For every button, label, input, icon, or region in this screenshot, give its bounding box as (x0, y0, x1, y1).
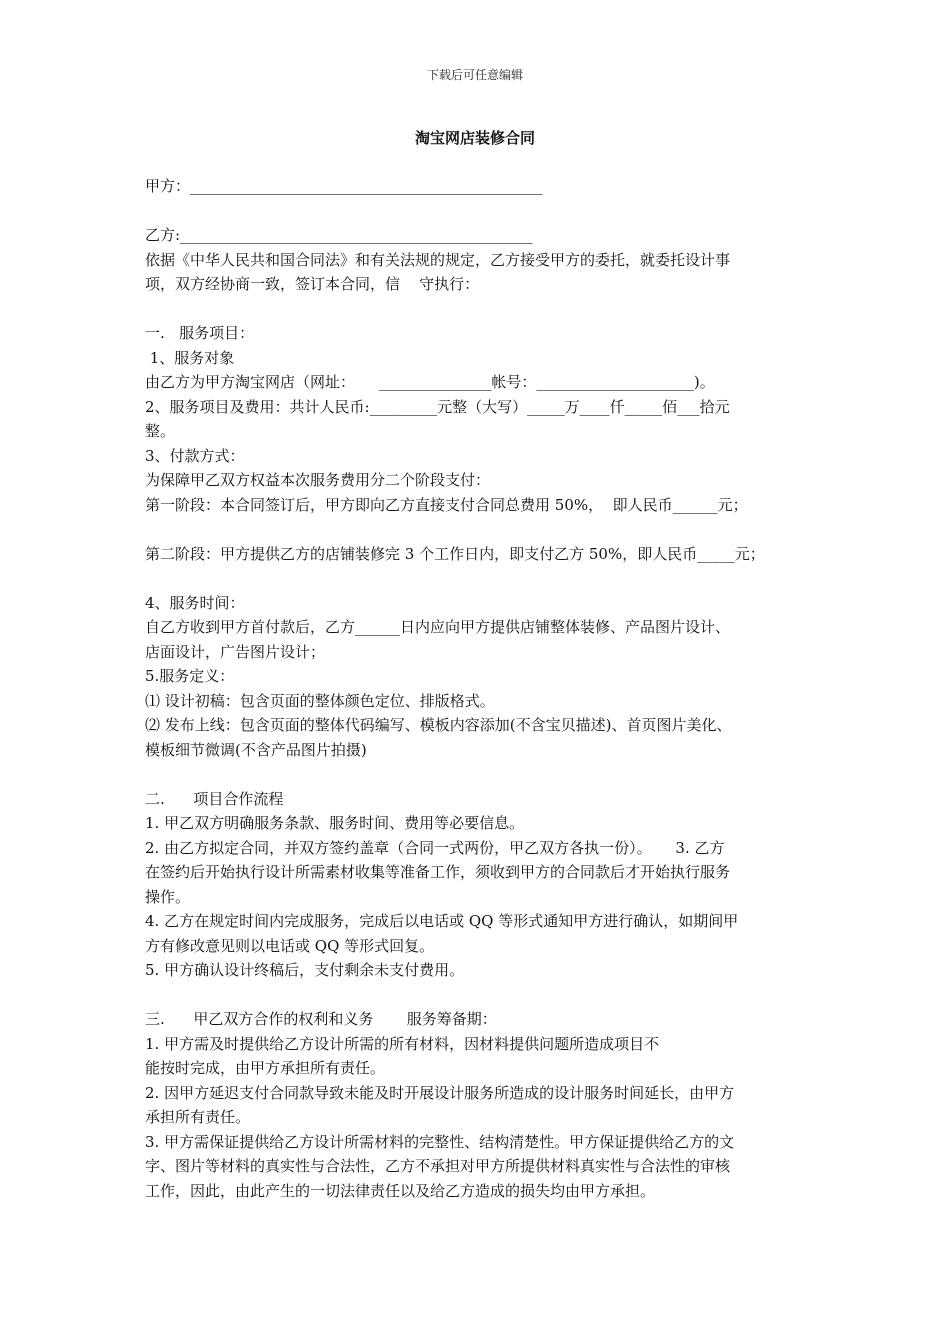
paragraph-line: 1、服务对象 (145, 348, 235, 367)
paragraph-line: ⑴ 设计初稿：包含页面的整体颜色定位、排版格式。 (145, 691, 495, 710)
contract-body (145, 174, 817, 1203)
party-b-line: 乙方:_______________________________________________ (145, 226, 533, 244)
paragraph-line: 为保障甲乙双方权益本次服务费用分二个阶段支付： (145, 471, 491, 489)
paragraph-line: 第一阶段：本合同签订后，甲方即向乙方直接支付合同总费用 50%， 即人民币______元； (145, 495, 748, 514)
paragraph-line: 字、图片等材料的真实性与合法性，乙方不承担对甲方所提供材料真实性与合法性的审核 (145, 1157, 731, 1175)
paragraph-line: 店面设计，广告图片设计； (145, 642, 326, 661)
page-header: 下载后可任意编辑 (426, 68, 523, 82)
paragraph-line: 1. 甲乙双方明确服务条款、服务时间、费用等必要信息。 (145, 814, 525, 832)
party-a-line: 甲方：_______________________________________________ (145, 177, 543, 195)
intro-line: 项，双方经协商一致，签订本合同，信 守执行： (145, 275, 480, 293)
paragraph-line: 模板细节微调(不含产品图片拍摄) (145, 740, 367, 759)
paragraph-line: 方有修改意见则以电话或 QQ 等形式回复。 (145, 936, 435, 955)
paragraph-line: 工作，因此，由此产生的一切法律责任以及给乙方造成的损失均由甲方承担。 (145, 1181, 656, 1200)
paragraph-line: 自乙方收到甲方首付款后，乙方______日内应向甲方提供店铺整体装修、产品图片设计、 (145, 618, 731, 636)
paragraph-line: 整。 (145, 422, 176, 440)
paragraph-line: 1. 甲方需及时提供给乙方设计所需的所有材料，因材料提供问题所造成项目不 (145, 1034, 660, 1053)
paragraph-line: 4. 乙方在规定时间内完成服务，完成后以电话或 QQ 等形式通知甲方进行确认，如期间甲 (145, 912, 739, 930)
paragraph-line: 在签约后开始执行设计所需素材收集等准备工作，须收到甲方的合同款后才开始执行服务 (145, 863, 731, 881)
paragraph-line: 2. 因甲方延迟支付合同款导致未能及时开展设计服务所造成的设计服务时间延长，由甲方 (145, 1083, 735, 1102)
paragraph-line: ⑵ 发布上线：包含页面的整体代码编写、模板内容添加(不含宝贝描述)、首页图片美化、 (145, 716, 732, 734)
paragraph-line: 5. 甲方确认设计终稿后，支付剩余未支付费用。 (145, 961, 465, 979)
paragraph-line: 5.服务定义： (145, 667, 235, 685)
paragraph-line: 4、服务时间： (145, 593, 245, 612)
document-title: 淘宝网店装修合同 (414, 129, 535, 147)
paragraph-line: 操作。 (145, 887, 191, 906)
paragraph-line: 2、服务项目及费用：共计人民币:_________元整（大写）_____万____仟_____佰___拾元 (145, 397, 730, 416)
paragraph-line: 能按时完成，由甲方承担所有责任。 (145, 1059, 386, 1077)
paragraph-line: 2. 由乙方拟定合同，并双方签约盖章（合同一式两份，甲乙双方各执一份）。 3. 乙方 (145, 838, 725, 857)
paragraph-line: 第二阶段：甲方提供乙方的店铺装修完 3 个工作日内，即支付乙方 50%，即人民币_____元； (145, 544, 765, 563)
section-heading: 三. 甲乙双方合作的权利和义务 服务筹备期： (145, 1010, 497, 1028)
intro-line: 依据《中华人民共和国合同法》和有关法规的规定，乙方接受甲方的委托，就委托设计事 (145, 250, 731, 269)
section-heading: 一. 服务项目： (145, 324, 255, 342)
paragraph-line: 承担所有责任。 (145, 1108, 251, 1126)
section-heading: 二. 项目合作流程 (145, 789, 284, 808)
paragraph-line: 3、付款方式： (145, 446, 245, 465)
paragraph-line: 3. 甲方需保证提供给乙方设计所需材料的完整性、结构清楚性。甲方保证提供给乙方的文 (145, 1132, 735, 1151)
paragraph-line: 由乙方为甲方淘宝网店（网址： _______________帐号：_____________________)。 (145, 373, 715, 391)
